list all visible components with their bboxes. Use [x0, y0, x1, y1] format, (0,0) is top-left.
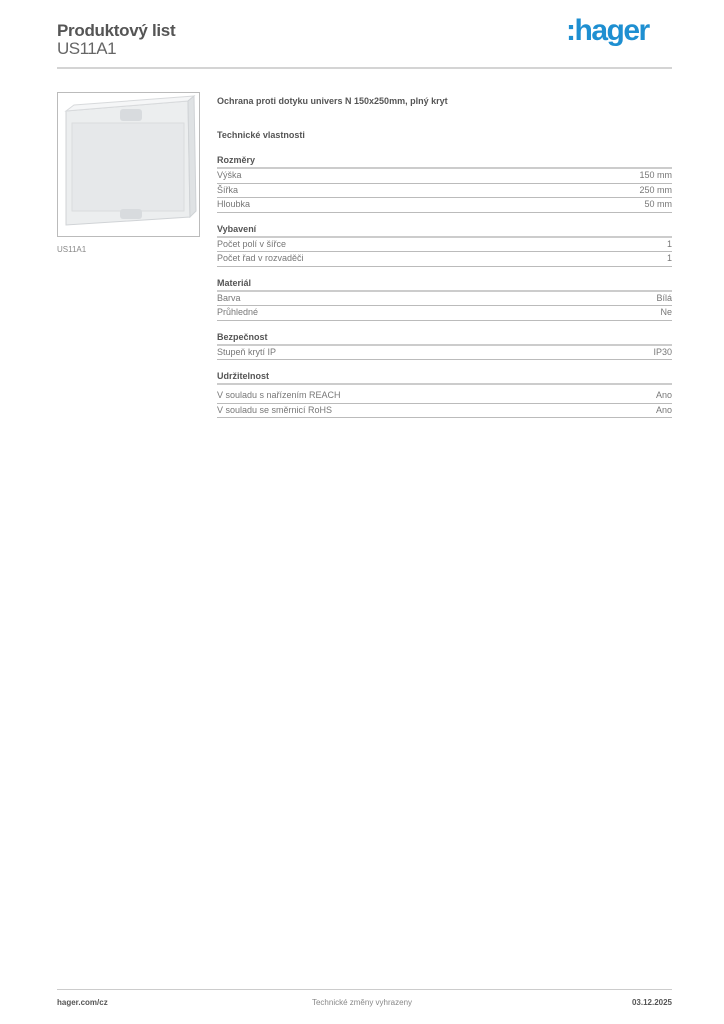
spec-label: V souladu s nařízením REACH: [217, 390, 341, 400]
spec-label: Výška: [217, 170, 242, 180]
spec-row: [217, 198, 672, 213]
spec-label: Šířka: [217, 184, 239, 195]
image-caption: US11A1: [57, 245, 87, 254]
spec-value: 1: [666, 238, 672, 249]
spec-label: Počet polí v šířce: [217, 238, 287, 249]
section-title: Vybavení: [217, 223, 672, 238]
spec-value: Ne: [660, 307, 672, 317]
product-image: [57, 92, 200, 237]
spec-row: [217, 292, 672, 307]
spec-value: IP30: [653, 346, 672, 357]
tech-heading: Technické vlastnosti: [217, 130, 305, 140]
spec-value: 150 mm: [639, 170, 672, 180]
footer-note: Technické změny vyhrazeny: [311, 998, 413, 1007]
spec-section: [217, 370, 672, 418]
section-title: Rozměry: [217, 154, 672, 169]
hager-logo: :hager: [566, 14, 649, 47]
section-title: Bezpečnost: [217, 331, 672, 346]
section-title: Materiál: [217, 277, 672, 292]
page-title: Produktový list: [57, 21, 176, 40]
spec-label: V souladu se směrnicí RoHS: [217, 404, 333, 415]
spec-column: [217, 96, 672, 428]
spec-row: [217, 346, 672, 361]
spec-label: Počet řad v rozvaděči: [217, 253, 304, 263]
spec-value: 50 mm: [644, 199, 672, 209]
spec-row: [217, 184, 672, 199]
spec-label: Hloubka: [217, 199, 251, 209]
spec-row: [217, 252, 672, 267]
spec-label: Barva: [217, 292, 241, 303]
spec-value: 1: [666, 253, 672, 263]
product-code: US11A1: [57, 39, 117, 58]
spec-label: Stupeň krytí IP: [217, 346, 277, 357]
spec-label: Průhledné: [217, 307, 259, 317]
spec-section: [217, 154, 672, 213]
section-title: Udržitelnost: [217, 370, 672, 385]
spec-section: [217, 277, 672, 321]
spec-row: [217, 238, 672, 253]
spec-value: Ano: [655, 390, 672, 400]
spec-row: [217, 389, 672, 404]
footer-date: 03.12.2025: [631, 998, 672, 1007]
header-divider: [57, 67, 672, 69]
spec-value: Ano: [655, 404, 672, 415]
spec-value: Bílá: [656, 292, 672, 303]
product-description: Ochrana proti dotyku univers N 150x250mm, plný kryt: [217, 96, 448, 106]
spec-row: [217, 306, 672, 321]
spec-row: [217, 169, 672, 184]
spec-row: [217, 404, 672, 419]
spec-section: [217, 331, 672, 361]
spec-section: [217, 223, 672, 267]
spec-value: 250 mm: [639, 184, 672, 195]
footer-website[interactable]: hager.com/cz: [57, 998, 108, 1007]
footer-divider: [57, 989, 672, 990]
